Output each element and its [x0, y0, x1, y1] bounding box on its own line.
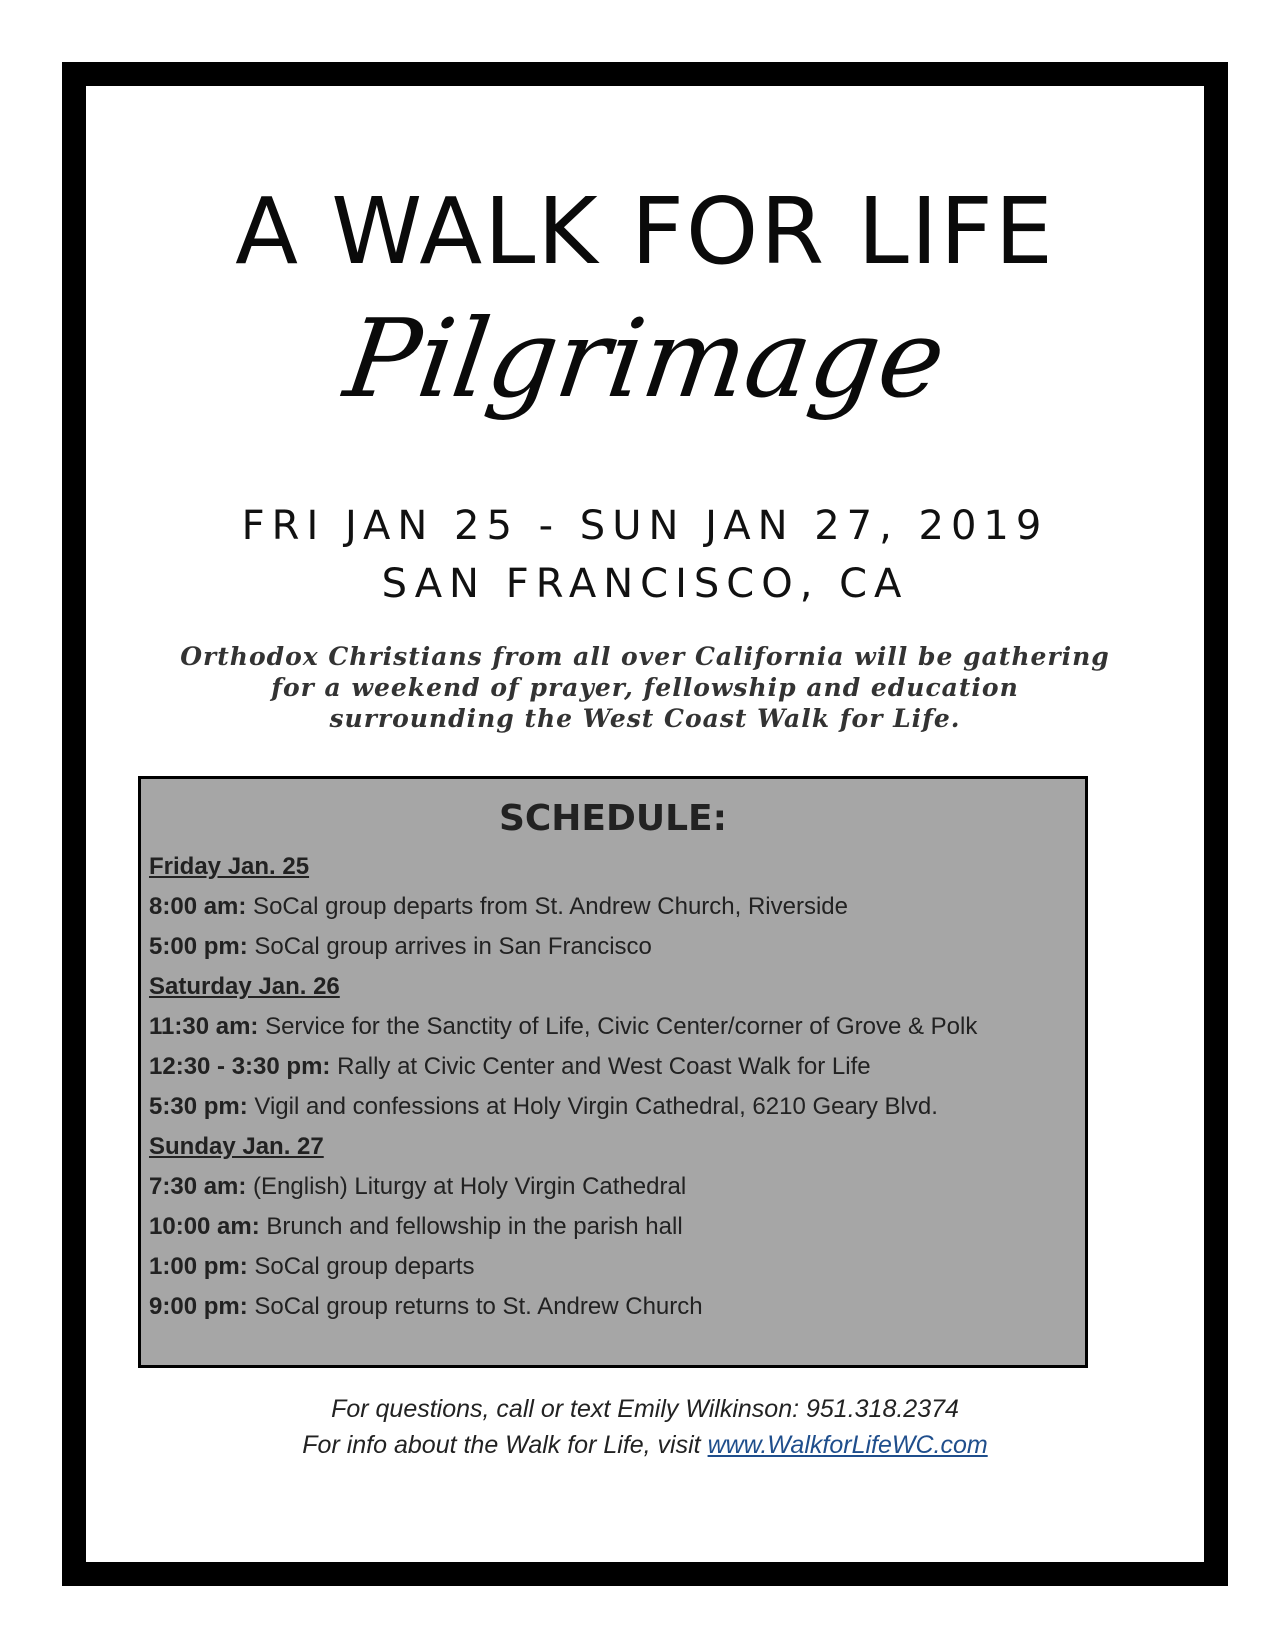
- event-description: Vigil and confessions at Holy Virgin Cathedral, 6210 Geary Blvd.: [247, 1093, 938, 1120]
- event-time: 10:00 am:: [149, 1213, 260, 1240]
- flyer-border: [62, 62, 1228, 1586]
- walk-for-life-link[interactable]: www.WalkforLifeWC.com: [707, 1431, 988, 1459]
- event-time: 8:00 am:: [149, 893, 247, 920]
- footer: [86, 1391, 1204, 1463]
- intro-line: Orthodox Christians from all over California will be gathering: [180, 642, 1110, 671]
- event-location: SAN FRANCISCO, CA: [381, 561, 909, 607]
- schedule-row: [149, 1287, 1077, 1327]
- event-description: SoCal group arrives in San Francisco: [247, 933, 652, 960]
- event-time: 5:00 pm:: [149, 933, 248, 960]
- schedule-row: [149, 1207, 1077, 1247]
- event-time: 7:30 am:: [149, 1173, 247, 1200]
- intro-line: for a weekend of prayer, fellowship and education: [271, 673, 1019, 702]
- info-prefix: For info about the Walk for Life, visit: [302, 1431, 708, 1459]
- event-time: 11:30 am:: [149, 1013, 259, 1040]
- event-time: 5:30 pm:: [149, 1093, 248, 1120]
- intro-paragraph: [86, 641, 1204, 734]
- event-time: 12:30 - 3:30 pm:: [149, 1053, 331, 1080]
- event-description: (English) Liturgy at Holy Virgin Cathedral: [246, 1173, 687, 1200]
- event-description: SoCal group departs from St. Andrew Church, Riverside: [246, 893, 848, 920]
- info-line: [86, 1427, 1204, 1463]
- schedule-row: [149, 887, 1077, 927]
- event-description: SoCal group departs: [247, 1253, 475, 1280]
- schedule-row: [149, 1167, 1077, 1207]
- day-heading-sunday: Sunday Jan. 27: [149, 1133, 324, 1160]
- schedule-row: [149, 1047, 1077, 1087]
- schedule-row: [149, 1007, 1077, 1047]
- event-description: SoCal group returns to St. Andrew Church: [247, 1293, 703, 1320]
- flyer-subtitle: Pilgrimage: [337, 297, 953, 422]
- day-heading-friday: Friday Jan. 25: [149, 853, 310, 880]
- event-description: Rally at Civic Center and West Coast Walk for Life: [330, 1053, 871, 1080]
- flyer-title: A WALK FOR LIFE: [235, 178, 1055, 285]
- schedule-row: [149, 927, 1077, 967]
- event-description: Service for the Sanctity of Life, Civic Center/corner of Grove & Polk: [258, 1013, 978, 1040]
- schedule-heading: SCHEDULE:: [498, 798, 728, 839]
- schedule-row: [149, 1247, 1077, 1287]
- schedule-box: [138, 776, 1088, 1368]
- day-heading-saturday: Saturday Jan. 26: [149, 973, 340, 1000]
- event-dates: FRI JAN 25 - SUN JAN 27, 2019: [241, 503, 1049, 549]
- event-description: Brunch and fellowship in the parish hall: [259, 1213, 683, 1240]
- schedule-row: [149, 1087, 1077, 1127]
- event-time: 1:00 pm:: [149, 1253, 248, 1280]
- intro-line: surrounding the West Coast Walk for Life.: [329, 704, 961, 733]
- contact-line: For questions, call or text Emily Wilkinson: 951.318.2374: [331, 1395, 959, 1423]
- event-time: 9:00 pm:: [149, 1293, 248, 1320]
